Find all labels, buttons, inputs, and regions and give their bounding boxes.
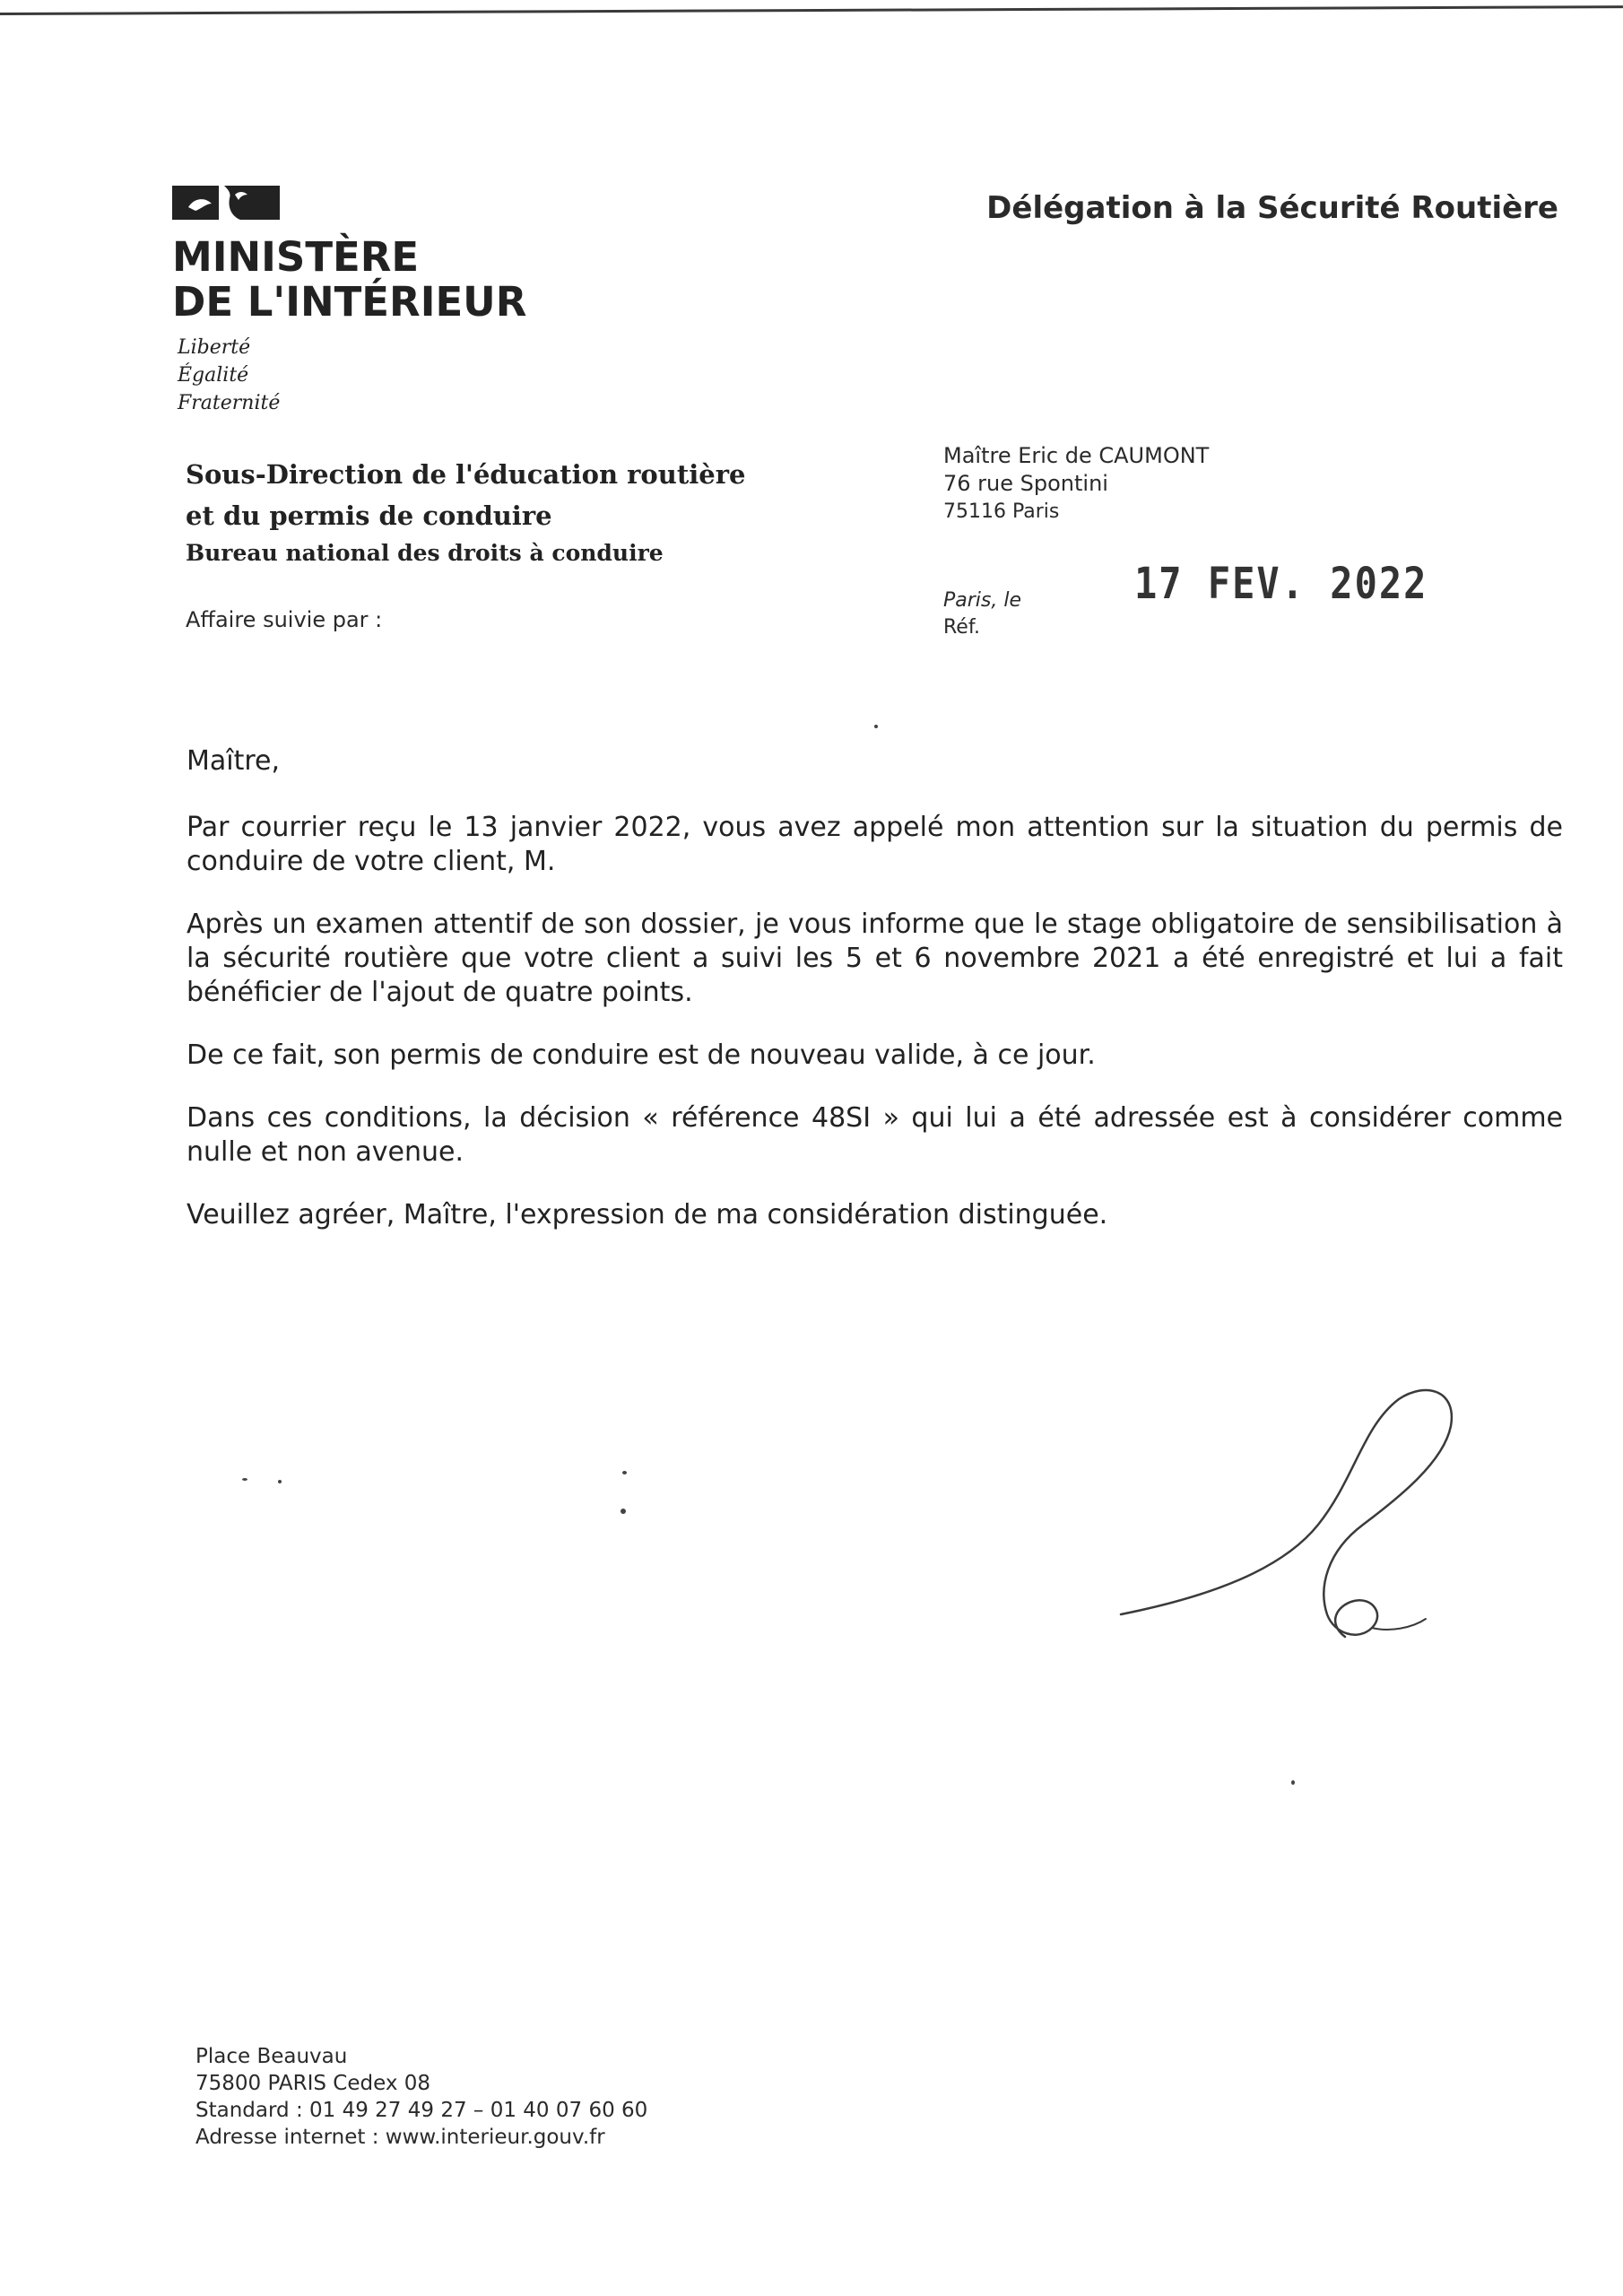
subdirection-line1: Sous-Direction de l'éducation routière [186, 459, 746, 490]
paris-le-label: Paris, le [943, 589, 1022, 612]
marianne-logo-icon [172, 184, 280, 222]
paragraph-courrier: Par courrier reçu le 13 janvier 2022, vous avez appelé mon attention sur la situation du permis de conduire de votre client, M. [187, 812, 1563, 877]
motto-liberte: Liberté [178, 336, 251, 359]
paragraph-examen: Après un examen attentif de son dossier, je vous informe que le stage obligatoire de sensibilisation à la sécurité routière que votre client a suivi les 5 et 6 novembre 2021 a été enregistré et lui a fait bénéficier de l'ajout de quatre points. [187, 909, 1563, 1008]
bureau-name: Bureau national des droits à conduire [186, 540, 664, 566]
affaire-suivie-label: Affaire suivie par : [186, 607, 383, 632]
recipient-name: Maître Eric de CAUMONT [943, 443, 1210, 468]
scan-speck [242, 1478, 247, 1481]
subdirection-line2: et du permis de conduire [186, 500, 552, 531]
ministry-contact-footer [195, 2043, 647, 2151]
ministry-name: MINISTÈRE DE L'INTÉRIEUR [172, 233, 527, 326]
dateline [943, 587, 1021, 641]
scan-speck [278, 1480, 282, 1483]
sender-service [186, 454, 745, 570]
footer-website: Adresse internet : www.interieur.gouv.fr [195, 2126, 605, 2149]
recipient-street: 76 rue Spontini [943, 471, 1108, 496]
scan-speck [622, 1471, 627, 1474]
reference-label: Réf. [943, 616, 980, 639]
footer-phone: Standard : 01 49 27 49 27 – 01 40 07 60 60 [195, 2099, 648, 2122]
delegation-heading: Délégation à la Sécurité Routière [986, 190, 1558, 226]
recipient-address [943, 442, 1209, 526]
scan-speck [1291, 1780, 1295, 1785]
scan-speck [874, 725, 878, 728]
paragraph-decision: Dans ces conditions, la décision « référence 48SI » qui lui a été adressée est à considérer comme nulle et non avenue. [187, 1102, 1563, 1168]
motto-fraternite: Fraternité [178, 392, 281, 414]
paragraph-validite: De ce fait, son permis de conduire est de nouveau valide, à ce jour. [187, 1039, 1096, 1071]
handwritten-signature [1103, 1372, 1497, 1668]
scan-edge-line [0, 5, 1623, 15]
motto-egalite: Égalité [178, 364, 249, 387]
recipient-city: 75116 Paris [943, 500, 1060, 523]
letter-body [187, 744, 1563, 1261]
scan-speck [621, 1509, 626, 1514]
republic-motto [178, 334, 280, 417]
footer-address-line2: 75800 PARIS Cedex 08 [195, 2072, 431, 2095]
salutation: Maître, [187, 745, 281, 777]
date-stamp: 17 FEV. 2022 [1134, 558, 1428, 609]
closing-formula: Veuillez agréer, Maître, l'expression de ma considération distinguée. [187, 1199, 1108, 1231]
footer-address-line1: Place Beauvau [195, 2045, 348, 2068]
